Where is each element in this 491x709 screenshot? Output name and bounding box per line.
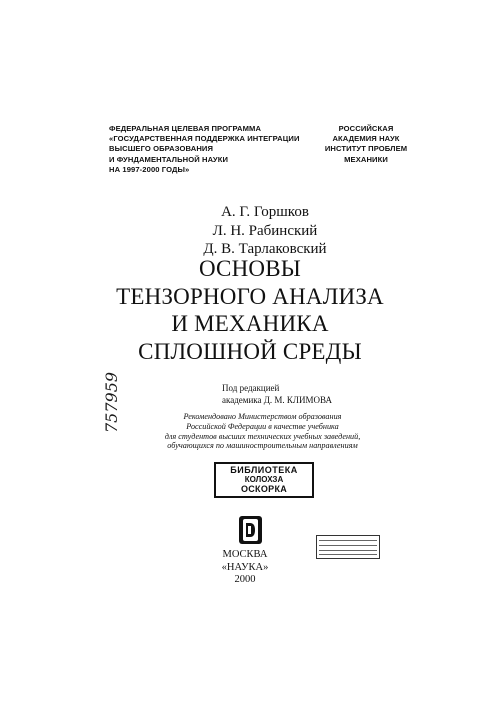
academy-line: ИНСТИТУТ ПРОБЛЕМ	[324, 144, 408, 154]
book-title	[100, 255, 400, 365]
program-line: «ГОСУДАРСТВЕННАЯ ПОДДЕРЖКА ИНТЕГРАЦИИ	[109, 134, 300, 144]
title-line: ОСНОВЫ	[198, 256, 302, 281]
stamp-line	[319, 545, 377, 546]
publisher-name: «НАУКА»	[221, 561, 269, 573]
publisher-block	[180, 549, 310, 587]
stamp-line	[319, 540, 377, 541]
program-line: ВЫСШЕГО ОБРАЗОВАНИЯ	[109, 144, 214, 154]
recommendation-line: Российской Федерации в качестве учебника	[186, 421, 339, 431]
title-line: И МЕХАНИКА	[171, 311, 329, 336]
stamp-line	[319, 554, 377, 555]
publisher-city: МОСКВА	[222, 549, 268, 560]
academy-line: МЕХАНИКИ	[344, 154, 388, 164]
recommendation-line: Рекомендовано Министерством образования	[183, 412, 342, 421]
academy-line: РОССИЙСКАЯ	[338, 124, 394, 133]
program-line: И ФУНДАМЕНТАЛЬНОЙ НАУКИ	[109, 154, 229, 164]
library-stamp-line: КОЛОХЗА	[244, 475, 284, 484]
academy-block	[321, 124, 411, 165]
author-name: Л. Н. Рабинский	[212, 222, 318, 239]
title-line: СПЛОШНОЙ СРЕДЫ	[138, 338, 362, 364]
recommendation-block	[140, 412, 385, 451]
inventory-number-text: 757959	[102, 371, 121, 433]
editor-label: Под редакцией	[222, 383, 280, 393]
recommendation-line: обучающихся по машиностроительным направлениям	[167, 441, 358, 451]
publisher-year: 2000	[234, 574, 256, 585]
academy-line: АКАДЕМИЯ НАУК	[332, 134, 400, 144]
publisher-logo-icon	[238, 515, 263, 545]
stamp-line	[319, 550, 377, 551]
editor-name: академика Д. М. КЛИМОВА	[222, 394, 332, 405]
title-line: ТЕНЗОРНОГО АНАЛИЗА	[116, 283, 384, 309]
editor-block	[222, 383, 382, 406]
program-line: НА 1997-2000 ГОДЫ»	[109, 164, 190, 174]
library-stamp-line: ОСКОРКА	[240, 484, 288, 494]
registration-stamp	[316, 535, 380, 559]
author-name: А. Г. Горшков	[221, 204, 309, 220]
authors-list	[150, 203, 380, 259]
author-name: Д. В. Тарлаковский	[203, 241, 327, 257]
federal-program-block	[109, 124, 319, 175]
library-stamp-line: БИБЛИОТЕКА	[230, 465, 298, 475]
program-line: ФЕДЕРАЛЬНАЯ ЦЕЛЕВАЯ ПРОГРАММА	[109, 124, 262, 133]
library-stamp	[214, 462, 314, 498]
recommendation-line: для студентов высших технических учебных заведений,	[164, 431, 361, 441]
inventory-number-handwritten	[95, 355, 129, 435]
